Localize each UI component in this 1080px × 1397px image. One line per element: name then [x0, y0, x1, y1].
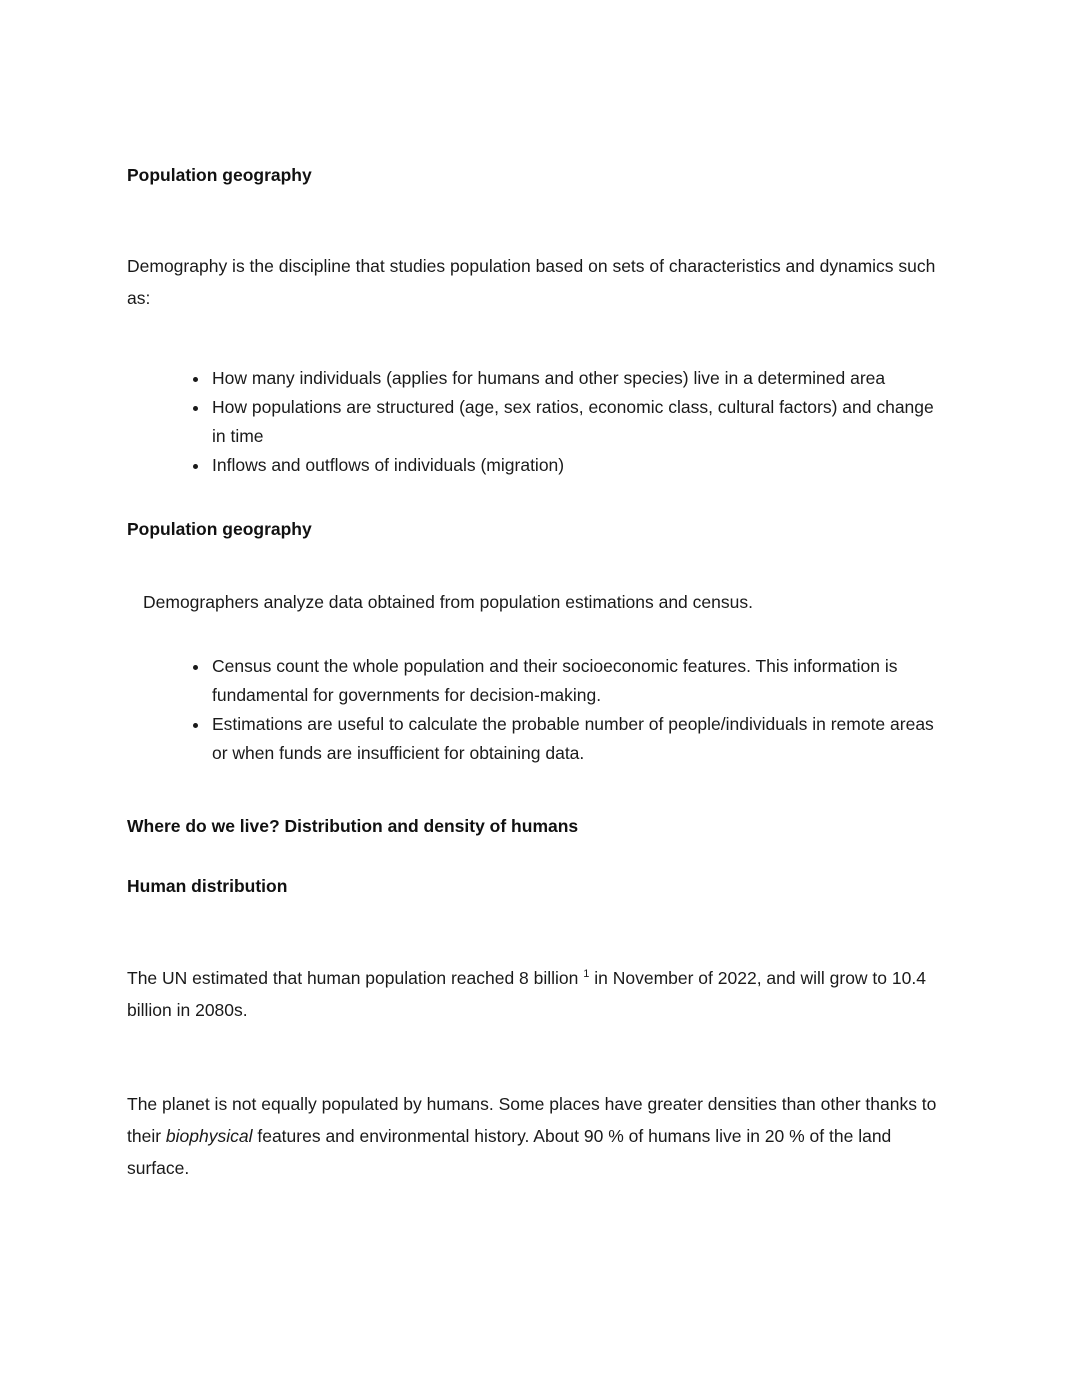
planet-population-paragraph: [127, 1088, 952, 1184]
un-estimate-paragraph: [127, 962, 952, 1026]
census-estimations-list: [127, 652, 952, 768]
demographers-paragraph: Demographers analyze data obtained from population estimations and census.: [143, 592, 753, 612]
list-item-estimations: • Estimations are useful to calculate the probable number of people/individuals in remote areas or when funds are insufficient for obtaining data.: [210, 710, 952, 768]
demography-characteristics-list: [127, 364, 952, 480]
biophysical-italic-word: biophysical: [165, 1126, 253, 1146]
heading-population-geography-1: Population geography: [127, 165, 312, 185]
list-item-migration: • Inflows and outflows of individuals (migration): [210, 451, 952, 480]
list-item-population-structure: • How populations are structured (age, sex ratios, economic class, cultural factors) and change in time: [210, 393, 952, 451]
un-estimate-text-after: in November of 2022, and will grow to 10.4 billion in 2080s.: [127, 968, 926, 1020]
heading-where-do-we-live: Where do we live? Distribution and density of humans: [127, 816, 579, 836]
list-item-census: • Census count the whole population and their socioeconomic features. This information is fundamental for governments for decision-making.: [210, 652, 952, 710]
list-item-individuals-count: • How many individuals (applies for humans and other species) live in a determined area: [210, 364, 952, 393]
planet-text-after: features and environmental history. About 90 % of humans live in 20 % of the land surface.: [127, 1126, 892, 1178]
un-estimate-text-before: The UN estimated that human population reached 8 billion: [127, 968, 584, 988]
heading-population-geography-2: Population geography: [127, 519, 312, 539]
intro-paragraph: Demography is the discipline that studies population based on sets of characteristics and dynamics such as:: [127, 256, 936, 308]
planet-text-before: The planet is not equally populated by humans. Some places have greater densities than other thanks to their: [127, 1094, 937, 1146]
heading-human-distribution: Human distribution: [127, 876, 288, 896]
footnote-reference-1: 1: [583, 968, 590, 981]
